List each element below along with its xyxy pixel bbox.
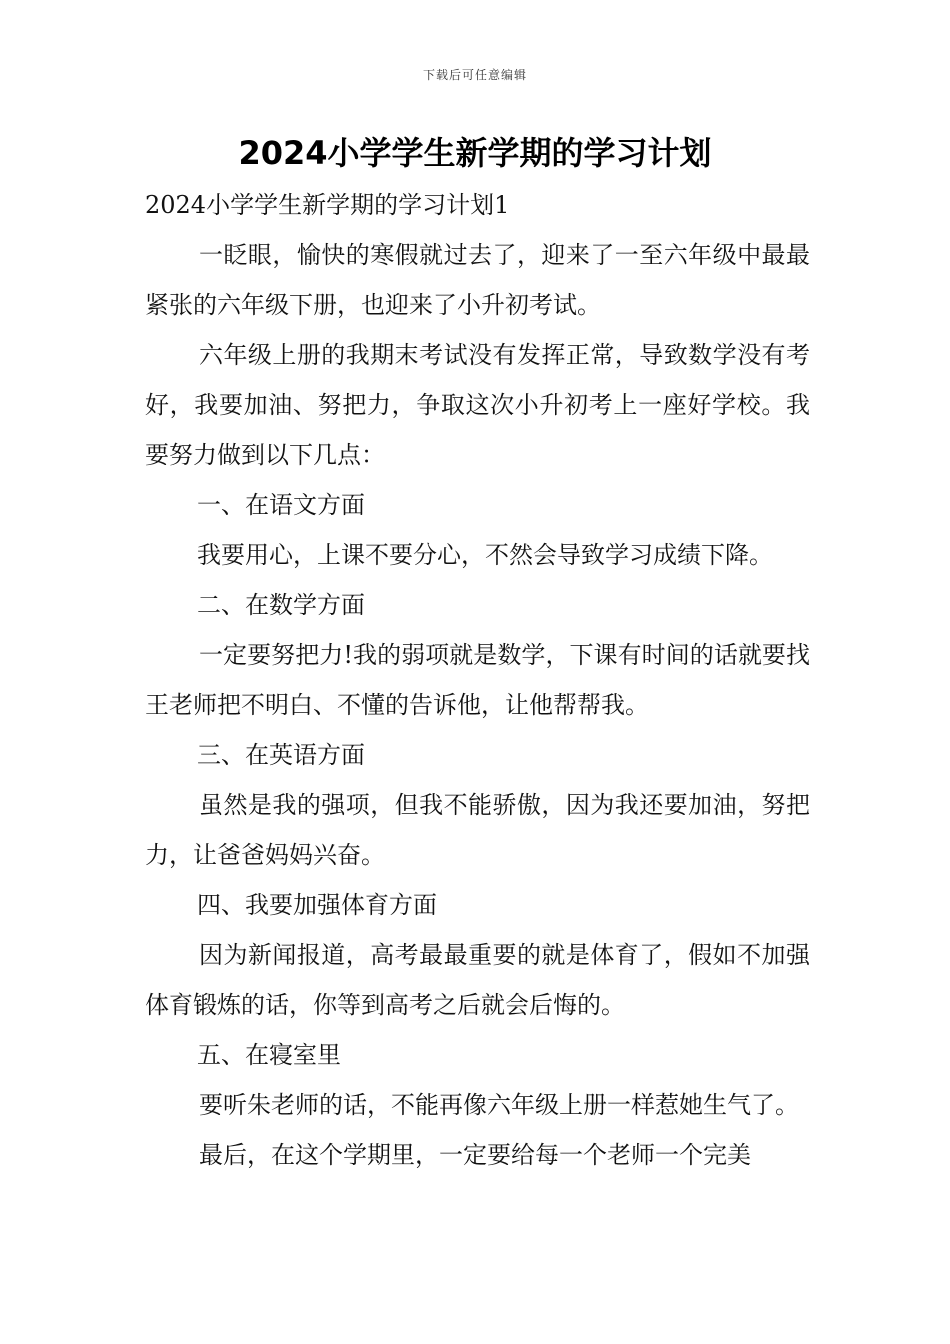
heading-math: 二、在数学方面 xyxy=(197,591,365,619)
paragraph-chinese: 我要用心，上课不要分心，不然会导致学习成绩下降。 xyxy=(197,541,773,569)
heading-english: 三、在英语方面 xyxy=(197,741,365,769)
section-subtitle: 2024小学学生新学期的学习计划1 xyxy=(145,191,510,219)
document-body xyxy=(145,180,810,1180)
paragraph-goals: 六年级上册的我期末考试没有发挥正常，导致数学没有考好，我要加油、努把力，争取这次小升初考上一座好学校。我要努力做到以下几点： xyxy=(145,341,810,469)
heading-pe: 四、我要加强体育方面 xyxy=(197,891,437,919)
paragraph-dorm: 要听朱老师的话，不能再像六年级上册一样惹她生气了。 xyxy=(199,1091,799,1119)
heading-dorm: 五、在寝室里 xyxy=(197,1041,341,1069)
heading-chinese: 一、在语文方面 xyxy=(197,491,365,519)
header-note: 下载后可任意编辑 xyxy=(422,68,527,82)
document-title: 2024小学学生新学期的学习计划 xyxy=(238,134,712,172)
paragraph-pe: 因为新闻报道，高考最最重要的就是体育了，假如不加强体育锻炼的话，你等到高考之后就会后悔的。 xyxy=(145,941,810,1019)
paragraph-intro: 一眨眼，愉快的寒假就过去了，迎来了一至六年级中最最紧张的六年级下册，也迎来了小升初考试。 xyxy=(145,241,810,319)
paragraph-closing: 最后，在这个学期里，一定要给每一个老师一个完美 xyxy=(199,1141,751,1169)
paragraph-math: 一定要努把力!我的弱项就是数学，下课有时间的话就要找王老师把不明白、不懂的告诉他，让他帮帮我。 xyxy=(145,641,810,719)
paragraph-english: 虽然是我的强项，但我不能骄傲，因为我还要加油，努把力，让爸爸妈妈兴奋。 xyxy=(145,791,810,869)
